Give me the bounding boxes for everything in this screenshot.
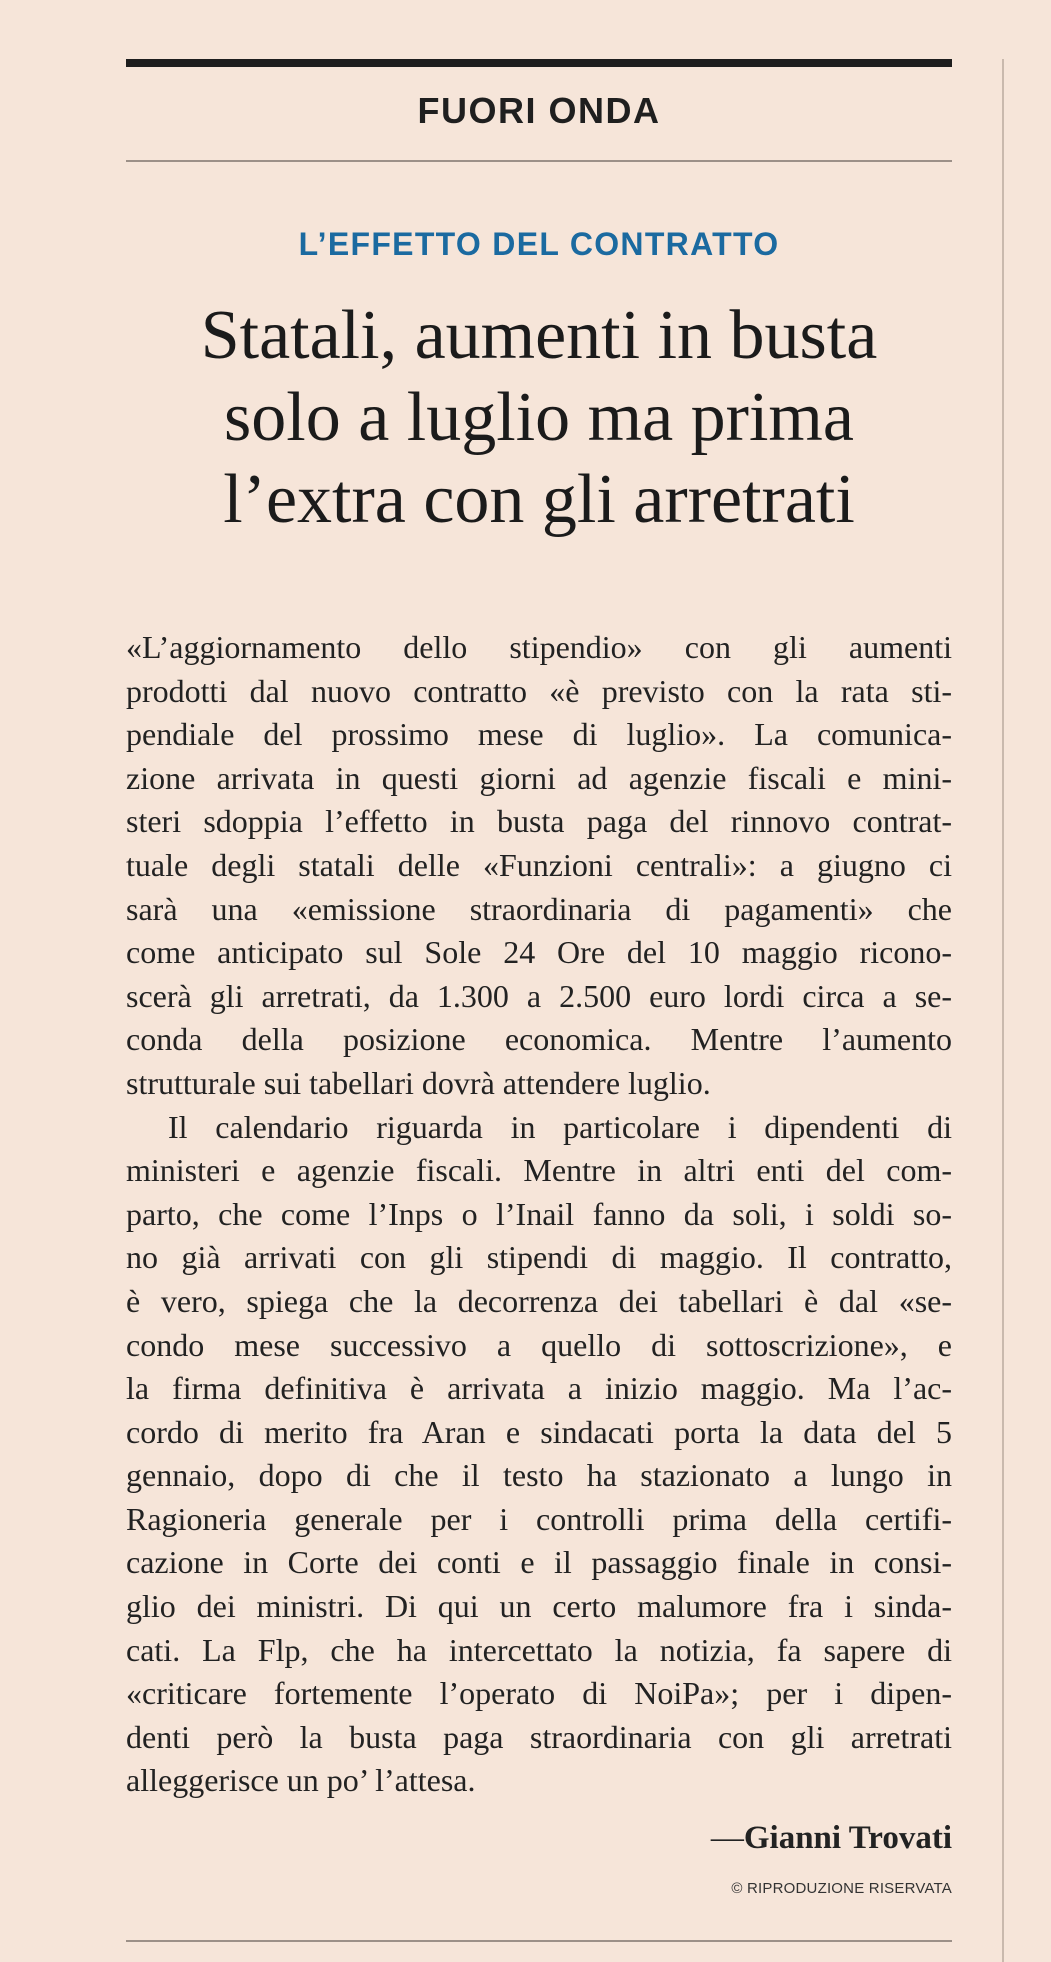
article-kicker: L’EFFETTO DEL CONTRATTO: [298, 226, 780, 262]
body-line: conda della posizione economica. Mentre l’aumento: [126, 1021, 952, 1058]
body-line: gennaio, dopo di che il testo ha stazionato a lungo in: [126, 1457, 952, 1494]
body-line: tuale degli statali delle «Funzioni centrali»: a giugno ci: [126, 846, 952, 883]
body-line: la firma definitiva è arrivata a inizio maggio. Ma l’ac-: [126, 1370, 952, 1407]
author-name: Gianni Trovati: [743, 1820, 952, 1856]
column-divider: [1002, 59, 1004, 1962]
byline-dash: —: [710, 1820, 744, 1856]
body-line: scerà gli arretrati, da 1.300 a 2.500 euro lordi circa a se-: [126, 977, 952, 1014]
body-line: steri sdoppia l’effetto in busta paga del rinnovo contrat-: [126, 803, 952, 840]
headline-line: solo a luglio ma prima: [224, 379, 854, 456]
body-line: «criticare fortemente l’operato di NoiPa»; per i dipen-: [126, 1675, 952, 1712]
body-line: denti però la busta paga straordinaria con gli arretrati: [126, 1718, 952, 1755]
body-line: ministeri e agenzie fiscali. Mentre in altri enti del com-: [126, 1152, 952, 1189]
headline-line: Statali, aumenti in busta: [200, 297, 878, 374]
body-line: è vero, spiega che la decorrenza dei tabellari è dal «se-: [126, 1282, 952, 1319]
body-line: «L’aggiornamento dello stipendio» con gli aumenti: [126, 629, 952, 665]
body-line: Ragioneria generale per i controlli prima della certifi-: [126, 1500, 952, 1537]
headline-line: l’extra con gli arretrati: [223, 461, 855, 538]
top-rule: [126, 59, 952, 67]
body-line: condo mese successivo a quello di sottoscrizione», e: [126, 1326, 952, 1363]
body-line: Il calendario riguarda in particolare i dipendenti di: [168, 1108, 952, 1145]
article-headline: [126, 295, 952, 541]
body-line: alleggerisce un po’ l’attesa.: [126, 1762, 476, 1799]
section-divider: [126, 160, 952, 162]
body-line: cati. La Flp, che ha intercettato la notizia, fa sapere di: [126, 1631, 952, 1668]
article-byline: [126, 1820, 952, 1857]
body-line: come anticipato sul Sole 24 Ore del 10 maggio ricono-: [126, 934, 952, 971]
article-body: [126, 626, 952, 1803]
body-line: cordo di merito fra Aran e sindacati porta la data del 5: [126, 1413, 952, 1450]
bottom-rule: [126, 1940, 952, 1942]
body-line: zione arrivata in questi giorni ad agenzie fiscali e mini-: [126, 759, 952, 796]
body-line: pendiale del prossimo mese di luglio». La comunica-: [126, 716, 952, 753]
body-line: cazione in Corte dei conti e il passaggio finale in consi-: [126, 1544, 952, 1581]
section-label: FUORI ONDA: [417, 90, 661, 131]
copyright-notice: © RIPRODUZIONE RISERVATA: [731, 1880, 952, 1897]
body-line: parto, che come l’Inps o l’Inail fanno da soli, i soldi so-: [126, 1195, 952, 1232]
body-line: glio dei ministri. Di qui un certo malumore fra i sinda-: [126, 1588, 952, 1625]
body-line: sarà una «emissione straordinaria di pagamenti» che: [126, 890, 952, 927]
body-line: prodotti dal nuovo contratto «è previsto con la rata sti-: [126, 672, 952, 709]
body-line: no già arrivati con gli stipendi di maggio. Il contratto,: [126, 1239, 952, 1276]
body-line: strutturale sui tabellari dovrà attendere luglio.: [126, 1064, 711, 1101]
